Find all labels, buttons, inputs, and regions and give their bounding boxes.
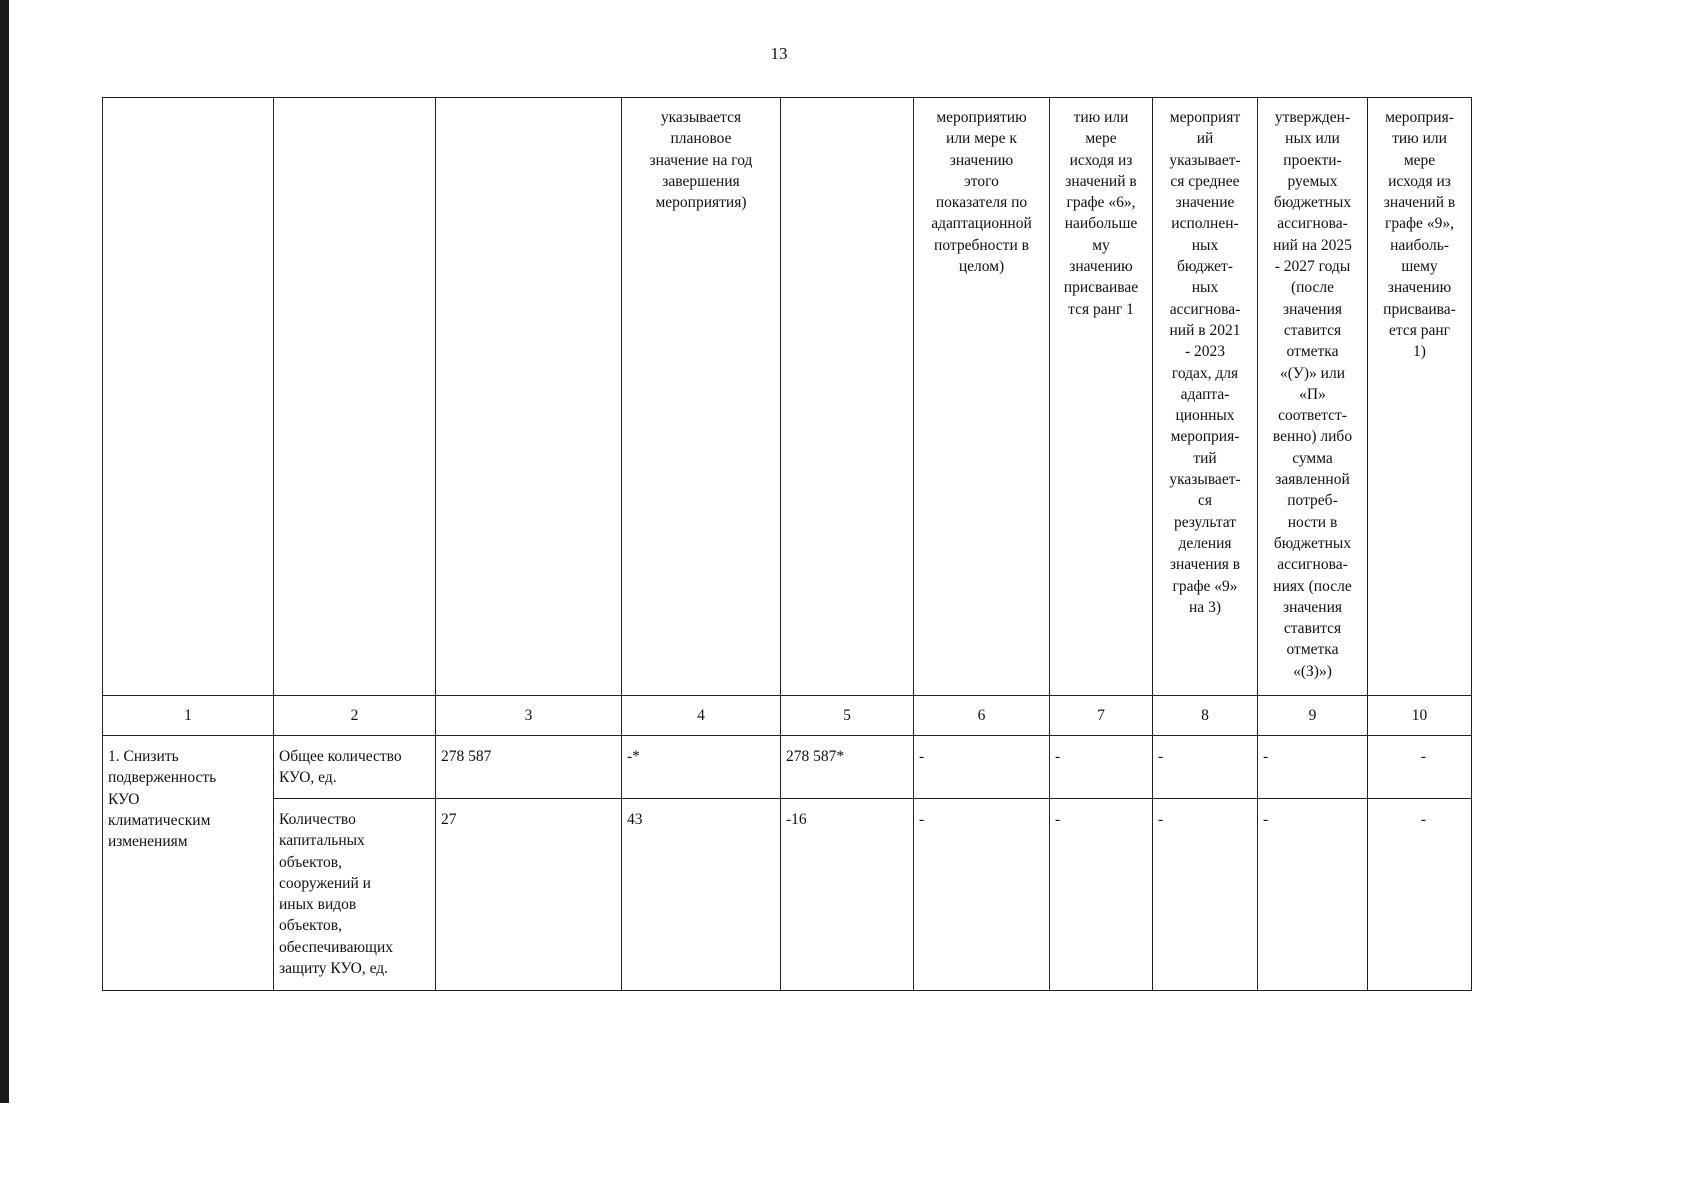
- need-value-cell: -16: [781, 799, 914, 991]
- header-col-9-line: ний на 2025: [1273, 236, 1352, 254]
- header-col-9-line: руемых: [1287, 172, 1338, 190]
- header-col-8-line: ных: [1191, 236, 1219, 254]
- header-col-10-line: значений в: [1383, 194, 1456, 212]
- header-col-9-line: ниях (после: [1273, 577, 1352, 595]
- base-value-cell: 278 587: [436, 736, 622, 799]
- column-number: 5: [781, 696, 914, 736]
- indicator-line: Количество: [279, 811, 356, 828]
- column-number: 10: [1368, 696, 1472, 736]
- header-col-9-line: ассигнова-: [1277, 215, 1348, 233]
- header-col-6: [914, 98, 1050, 696]
- column-number: 3: [436, 696, 622, 736]
- header-col-8-line: ционных: [1175, 407, 1235, 425]
- table-row: [103, 799, 1472, 991]
- header-col-8-line: результат: [1173, 513, 1237, 531]
- column-number: 7: [1050, 696, 1153, 736]
- cell-col-10: -: [1368, 736, 1472, 799]
- header-col-9-line: значения: [1282, 300, 1343, 318]
- header-col-4-line: завершения: [662, 172, 740, 190]
- header-col-9-line: ных или: [1285, 130, 1340, 148]
- header-col-8-line: - 2023: [1184, 343, 1226, 361]
- header-col-9-line: утвержден-: [1274, 109, 1351, 126]
- header-col-7-line: значений в: [1065, 172, 1137, 190]
- header-col-9-line: «П»: [1299, 385, 1326, 403]
- column-number: 4: [622, 696, 781, 736]
- column-number: 6: [914, 696, 1050, 736]
- header-col-7-line: тся ранг 1: [1068, 300, 1134, 318]
- header-col-7-line: исходя из: [1069, 151, 1133, 169]
- goal-line: 1. Снизить: [108, 748, 179, 765]
- header-col-8-line: ных: [1191, 279, 1219, 297]
- goal-line: изменениям: [108, 833, 188, 851]
- column-number: 1: [103, 696, 274, 736]
- indicator-line: объектов,: [279, 917, 342, 935]
- header-col-6-line: или мере к: [946, 130, 1017, 148]
- header-col-6-line: этого: [964, 172, 999, 190]
- indicator-line: обеспечивающих: [279, 938, 394, 956]
- header-col-9-line: отметка: [1286, 641, 1339, 659]
- header-col-6-line: потребности в: [934, 236, 1029, 254]
- target-value-cell: -*: [622, 736, 781, 799]
- cell-col-7: -: [1050, 736, 1153, 799]
- header-col-8-line: мероприя-: [1170, 428, 1240, 446]
- header-col-8-line: ассигнова-: [1169, 300, 1241, 318]
- header-col-10-line: значению: [1387, 279, 1452, 297]
- indicator-cell: [274, 799, 436, 991]
- header-col-7-line: тию или: [1073, 109, 1129, 126]
- cell-col-6: -: [914, 799, 1050, 991]
- header-col-7-line: мере: [1085, 130, 1117, 148]
- column-number: 8: [1153, 696, 1258, 736]
- header-col-8-line: исполнен-: [1171, 215, 1239, 233]
- header-col-9-line: бюджетных: [1273, 534, 1352, 552]
- header-col-10-line: исходя из: [1388, 172, 1451, 190]
- cell-col-6: -: [914, 736, 1050, 799]
- header-col-4: [622, 98, 781, 696]
- header-col-8-line: указывает-: [1169, 471, 1241, 489]
- column-number: 9: [1258, 696, 1368, 736]
- header-col-9-line: соответст-: [1278, 407, 1347, 425]
- header-col-3: [436, 98, 622, 696]
- column-number: 2: [274, 696, 436, 736]
- column-number-row: [103, 696, 1472, 736]
- header-col-7-line: му: [1092, 236, 1110, 254]
- header-col-9-line: заявленной: [1275, 471, 1350, 489]
- header-col-10-line: тию или: [1392, 130, 1447, 148]
- indicator-line: иных видов: [279, 896, 357, 914]
- header-col-8-line: бюджет-: [1177, 258, 1233, 276]
- header-col-9-line: потреб-: [1287, 492, 1338, 510]
- goal-line: климатическим: [108, 811, 211, 829]
- header-col-10-line: 1): [1413, 343, 1426, 361]
- header-col-9: [1258, 98, 1368, 696]
- header-col-8-line: ся среднее: [1170, 172, 1240, 190]
- cell-col-9: -: [1258, 736, 1368, 799]
- header-col-9-line: ности в: [1287, 513, 1338, 531]
- header-col-6-line: показателя по: [935, 194, 1028, 212]
- scan-left-edge: [0, 0, 9, 1103]
- header-col-7: [1050, 98, 1153, 696]
- header-col-8-line: указывает-: [1169, 151, 1241, 169]
- header-col-8-line: тий: [1193, 449, 1217, 467]
- header-col-9-line: ставится: [1283, 620, 1342, 638]
- header-col-6-line: целом): [958, 258, 1005, 276]
- header-col-8-line: значение: [1175, 194, 1235, 212]
- base-value-cell: 27: [436, 799, 622, 991]
- header-col-8-line: ий: [1196, 130, 1214, 148]
- header-col-8: [1153, 98, 1258, 696]
- header-col-8-line: ний в 2021: [1169, 321, 1241, 339]
- page-number: 13: [770, 44, 788, 63]
- goal-cell: [103, 736, 274, 991]
- indicator-line: КУО, ед.: [279, 769, 337, 787]
- indicator-line: защиту КУО, ед.: [279, 960, 389, 978]
- header-col-10-line: графе «9»,: [1385, 215, 1454, 233]
- header-col-10-line: присваива-: [1383, 300, 1456, 318]
- indicator-cell: [274, 736, 436, 799]
- header-col-9-line: значения: [1282, 598, 1343, 616]
- header-col-8-line: на 3): [1189, 598, 1221, 616]
- header-col-10-line: шему: [1401, 258, 1438, 276]
- header-col-10-line: мере: [1403, 151, 1436, 169]
- header-col-9-line: бюджетных: [1273, 194, 1352, 212]
- header-col-7-line: графе «6»,: [1066, 194, 1136, 212]
- indicator-line: Общее количество: [279, 748, 402, 765]
- header-col-8-line: мероприят: [1169, 109, 1241, 126]
- cell-col-10: -: [1368, 799, 1472, 991]
- header-col-9-line: (после: [1290, 279, 1335, 297]
- header-col-9-line: проекти-: [1283, 151, 1342, 169]
- header-col-10: [1368, 98, 1472, 696]
- header-col-9-line: ставится: [1283, 321, 1342, 339]
- header-row: [103, 98, 1472, 696]
- header-col-8-line: годах, для: [1171, 364, 1239, 382]
- cell-col-8: -: [1153, 736, 1258, 799]
- indicator-line: сооружений и: [279, 874, 371, 892]
- header-col-7-line: значению: [1069, 258, 1133, 276]
- header-col-7-line: присваивае: [1063, 279, 1139, 297]
- indicator-line: объектов,: [279, 853, 342, 871]
- header-col-9-line: сумма: [1292, 449, 1333, 467]
- header-col-10-line: ется ранг: [1388, 321, 1450, 339]
- header-col-9-line: «(З)»): [1293, 662, 1332, 680]
- header-col-4-line: указывается: [660, 109, 742, 126]
- header-col-6-line: адаптационной: [931, 215, 1032, 233]
- header-col-9-line: «(У)» или: [1280, 364, 1345, 382]
- header-col-8-line: ся: [1197, 492, 1212, 510]
- header-col-4-line: плановое: [670, 130, 732, 148]
- header-col-2: [274, 98, 436, 696]
- header-col-9-line: отметка: [1286, 343, 1339, 361]
- cell-col-7: -: [1050, 799, 1153, 991]
- header-col-1: [103, 98, 274, 696]
- header-col-10-line: мероприя-: [1385, 109, 1454, 126]
- header-col-4-line: мероприятия): [655, 194, 747, 212]
- header-col-8-line: значения в: [1169, 556, 1241, 574]
- target-value-cell: 43: [622, 799, 781, 991]
- header-col-8-line: графе «9»: [1172, 577, 1238, 595]
- need-value-cell: 278 587*: [781, 736, 914, 799]
- budget-allocation-table: [102, 97, 1472, 991]
- header-col-7-line: наибольше: [1064, 215, 1138, 233]
- cell-col-8: -: [1153, 799, 1258, 991]
- header-col-8-line: адапта-: [1180, 385, 1230, 403]
- header-col-8-line: деления: [1178, 534, 1232, 552]
- table-row: [103, 736, 1472, 799]
- header-col-4-line: значение на год: [649, 151, 753, 169]
- goal-line: подверженность: [108, 769, 217, 787]
- header-col-9-line: - 2027 годы: [1274, 258, 1351, 276]
- cell-col-9: -: [1258, 799, 1368, 991]
- header-col-6-line: значению: [949, 151, 1014, 169]
- indicator-line: капитальных: [279, 832, 365, 850]
- header-col-9-line: венно) либо: [1272, 428, 1353, 446]
- header-col-9-line: ассигнова-: [1277, 556, 1348, 574]
- header-col-6-line: мероприятию: [936, 109, 1027, 126]
- header-col-10-line: наиболь-: [1390, 236, 1449, 254]
- goal-line: КУО: [108, 790, 140, 808]
- header-col-5: [781, 98, 914, 696]
